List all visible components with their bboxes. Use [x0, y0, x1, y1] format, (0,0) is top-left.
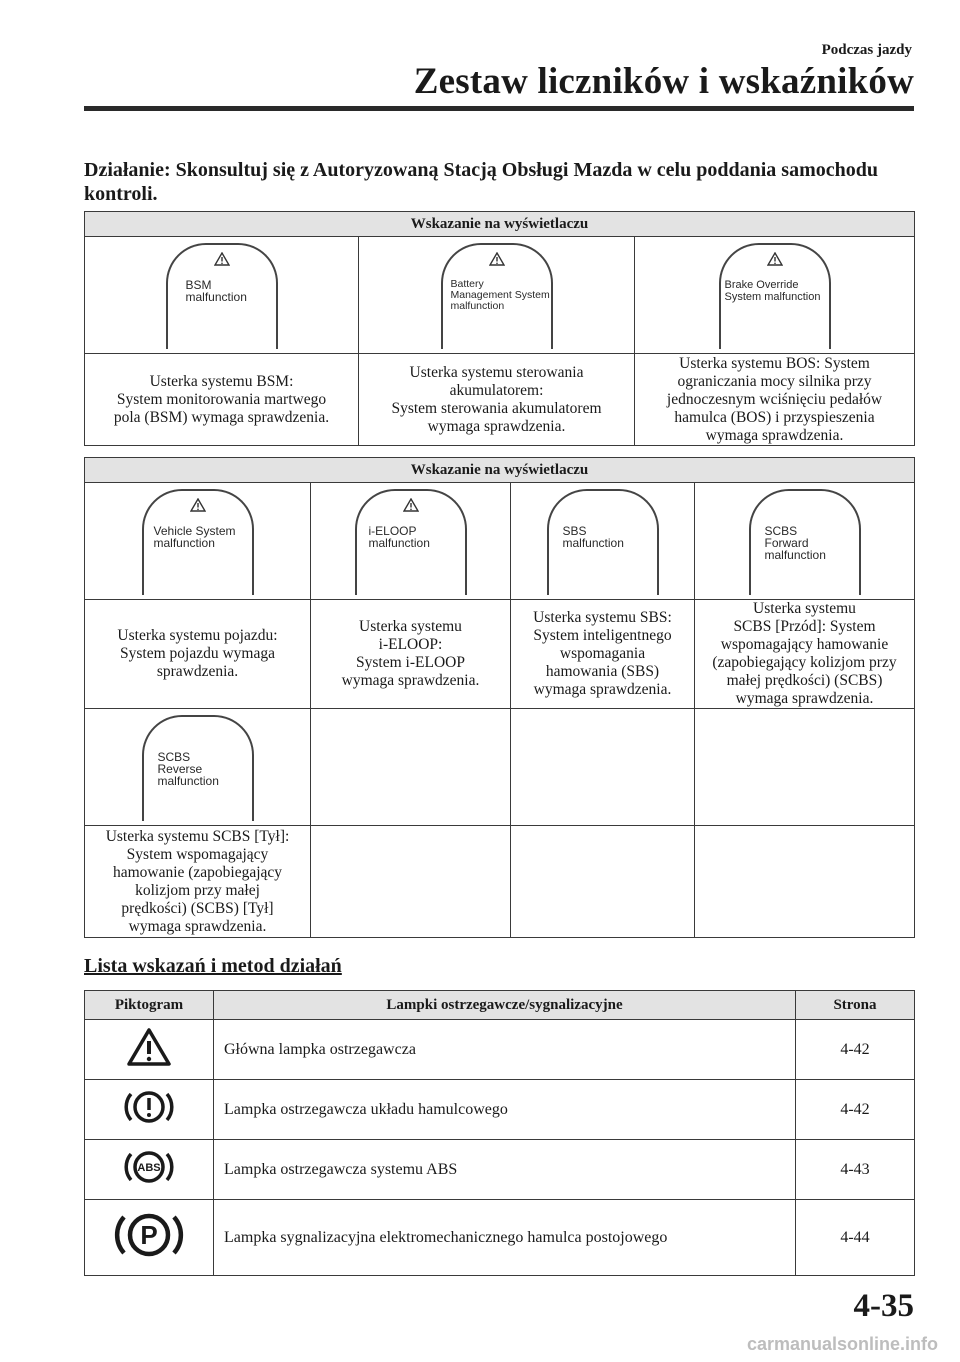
- display-message: Battery Management System malfunction: [450, 278, 550, 312]
- description-text: Usterka systemu BOS: System ograniczania mocy silnika przy jednoczesnym wciśnięciu pedałów hamulca (BOS) i przyspieszenia wymaga sprawdzenia.: [666, 354, 883, 444]
- abs-icon-text: ABS: [137, 1162, 161, 1174]
- display-cell: [85, 709, 311, 826]
- display-screen: [142, 489, 254, 595]
- display-message: SCBS Reverse malfunction: [157, 750, 219, 788]
- description-cell: [695, 600, 915, 709]
- table-row: [85, 1200, 915, 1276]
- parking-brake-icon: [111, 1207, 187, 1263]
- indicator-list-table: [84, 990, 915, 1276]
- description-text: Usterka systemu SBS: System inteligentnego wspomagania hamowania (SBS) wymaga sprawdzenia.: [533, 609, 672, 698]
- watermark: carmanualsonline.info: [746, 1334, 938, 1354]
- description-cell: [635, 354, 915, 446]
- description-cell: [85, 826, 311, 938]
- description-text: Usterka systemu SCBS [Tył]: System wspomagający hamowanie (zapobiegający kolizjom przy małej prędkości) (SCBS) [Tył] wymaga sprawdzenia.: [105, 827, 290, 935]
- display-screen: [166, 243, 278, 349]
- display-cell: [635, 237, 915, 354]
- page-ref: 4-42: [796, 1080, 915, 1140]
- description-cell: [511, 600, 695, 709]
- list-heading: Lista wskazań i metod działań: [84, 955, 342, 977]
- page-ref: 4-42: [796, 1020, 915, 1080]
- display-table-1: [84, 211, 915, 446]
- display-message: BSM malfunction: [185, 278, 247, 304]
- lamp-label: Lampka ostrzegawcza układu hamulcowego: [214, 1080, 796, 1140]
- warning-triangle-icon: [190, 498, 206, 512]
- display-screen: [142, 715, 254, 821]
- description-text: Usterka systemu sterowania akumulatorem: System sterowania akumulatorem wymaga sprawdzenia.: [391, 363, 602, 435]
- lamp-label: Lampka ostrzegawcza systemu ABS: [214, 1140, 796, 1200]
- page-number: 4-35: [853, 1288, 914, 1324]
- description-text: Usterka systemu BSM: System monitorowania martwego pola (BSM) wymaga sprawdzenia.: [113, 372, 330, 426]
- warning-triangle-icon: [403, 498, 419, 512]
- display-cell: [85, 237, 359, 354]
- table-row: [85, 1080, 915, 1140]
- brake-warning-icon: [122, 1086, 176, 1128]
- display-table-2: [84, 457, 915, 938]
- title-rule: [84, 106, 914, 111]
- pictogram-cell: [85, 1020, 214, 1080]
- display-cell: [311, 483, 511, 600]
- warning-triangle-icon: [214, 252, 230, 266]
- display-screen: [749, 489, 861, 595]
- display-cell: [359, 237, 635, 354]
- warning-triangle-icon: [489, 252, 505, 266]
- parking-icon-text: P: [140, 1220, 158, 1250]
- table-row: [85, 1140, 915, 1200]
- empty-cell: [511, 709, 695, 826]
- warning-triangle-icon: [767, 252, 783, 266]
- page-ref: 4-44: [796, 1200, 915, 1276]
- empty-cell: [695, 826, 915, 938]
- display-screen: [719, 243, 831, 349]
- display-message: Vehicle System malfunction: [153, 524, 236, 550]
- lamp-label: Lampka sygnalizacyjna elektromechanicznego hamulca postojowego: [214, 1200, 796, 1276]
- empty-cell: [311, 826, 511, 938]
- display-screen: [355, 489, 467, 595]
- lamp-label: Główna lampka ostrzegawcza: [214, 1020, 796, 1080]
- page-ref: 4-43: [796, 1140, 915, 1200]
- display-message: SCBS Forward malfunction: [764, 524, 826, 562]
- abs-icon: [122, 1146, 176, 1188]
- display-screen: [441, 243, 553, 349]
- display-cell: [511, 483, 695, 600]
- table-row: [85, 1020, 915, 1080]
- display-screen: [547, 489, 659, 595]
- column-header-page: Strona: [796, 991, 915, 1020]
- pictogram-cell: [85, 1080, 214, 1140]
- description-cell: [85, 600, 311, 709]
- action-instruction: Działanie: Skonsultuj się z Autoryzowaną Stacją Obsługi Mazda w celu poddania samochodu kontroli.: [84, 159, 878, 205]
- description-text: Usterka systemu pojazdu: System pojazdu wymaga sprawdzenia.: [117, 627, 278, 680]
- pictogram-cell: [85, 1140, 214, 1200]
- display-message: Brake Override System malfunction: [724, 279, 821, 303]
- description-cell: [85, 354, 359, 446]
- warning-triangle-icon: [127, 1028, 171, 1066]
- empty-cell: [511, 826, 695, 938]
- description-text: Usterka systemu SCBS [Przód]: System wspomagający hamowanie (zapobiegający kolizjom przy małej prędkości) (SCBS) wymaga sprawdzenia.: [712, 600, 897, 707]
- display-cell: [85, 483, 311, 600]
- empty-cell: [695, 709, 915, 826]
- display-cell: [695, 483, 915, 600]
- section-label: Podczas jazdy: [821, 42, 912, 58]
- column-header-lamps: Lampki ostrzegawcze/sygnalizacyjne: [214, 991, 796, 1020]
- display-message: SBS malfunction: [562, 524, 624, 550]
- display-message: i-ELOOP malfunction: [368, 524, 430, 550]
- pictogram-cell: [85, 1200, 214, 1276]
- page-title: Zestaw liczników i wskaźników: [413, 61, 914, 102]
- column-header-pictogram: Piktogram: [85, 991, 214, 1020]
- description-cell: [359, 354, 635, 446]
- empty-cell: [311, 709, 511, 826]
- description-text: Usterka systemu i-ELOOP: System i-ELOOP wymaga sprawdzenia.: [341, 618, 480, 689]
- description-cell: [311, 600, 511, 709]
- table1-header: Wskazanie na wyświetlaczu: [85, 212, 915, 237]
- table2-header: Wskazanie na wyświetlaczu: [85, 458, 915, 483]
